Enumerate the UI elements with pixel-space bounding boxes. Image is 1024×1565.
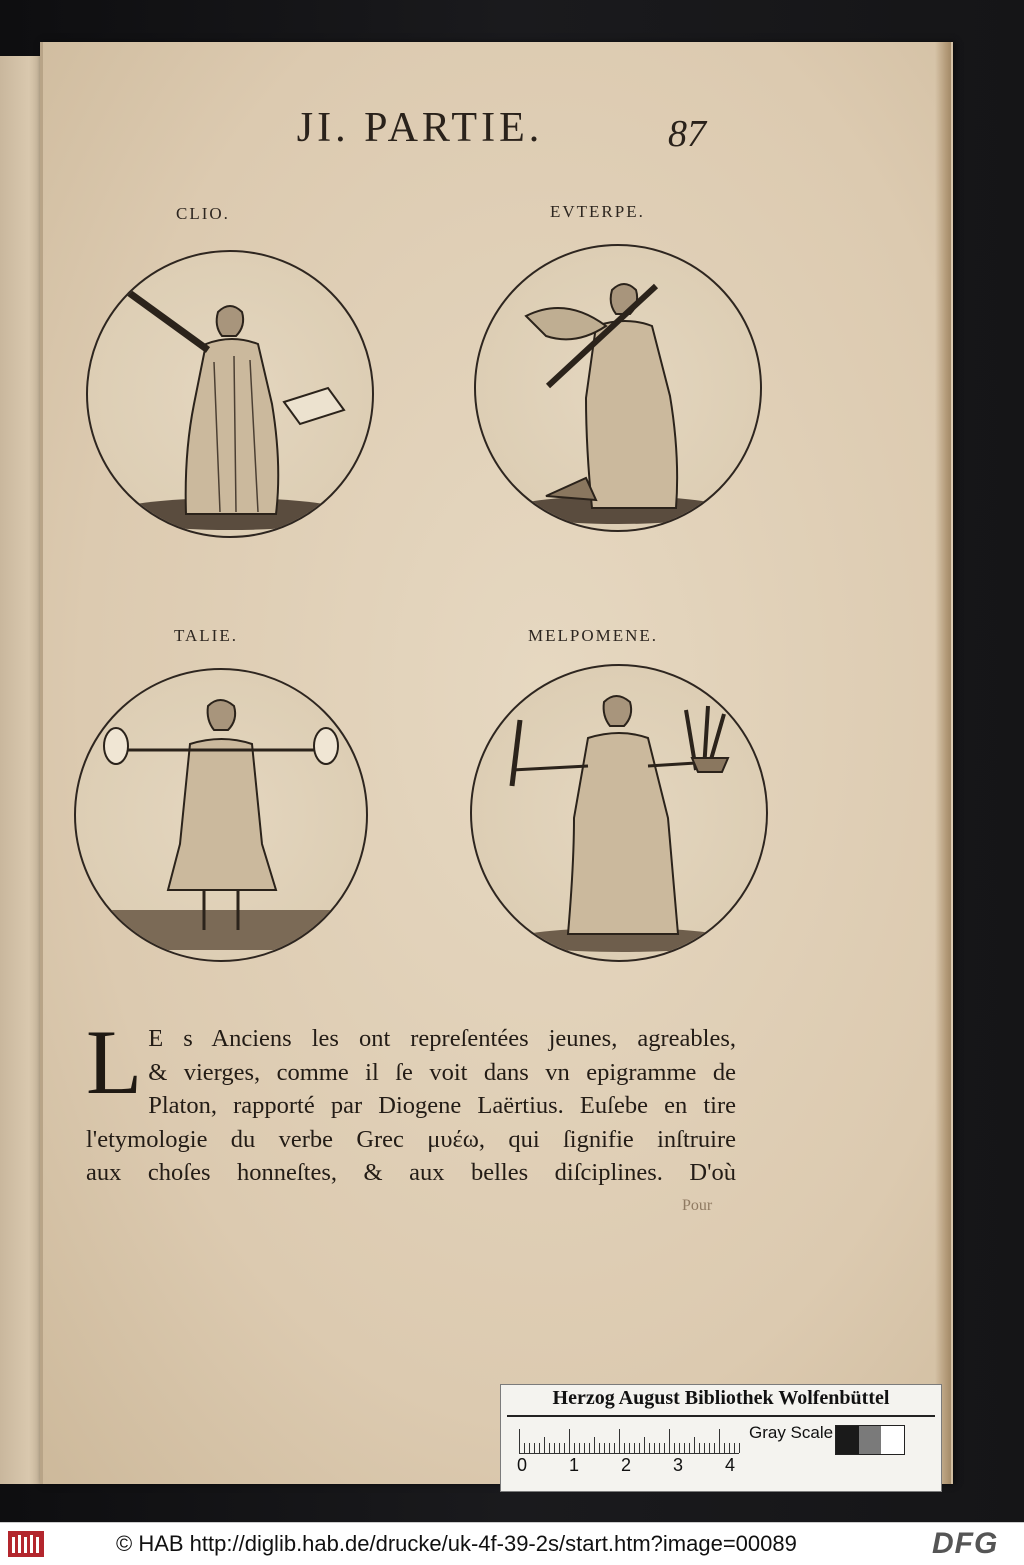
ruler-tick (684, 1443, 685, 1453)
melpomene-figure (472, 666, 766, 960)
clio-figure (88, 252, 372, 536)
page-fore-edge (935, 42, 951, 1484)
ruler-tick (724, 1443, 725, 1453)
ruler-tick (639, 1443, 640, 1453)
ruler-tick (699, 1443, 700, 1453)
ruler-tick (559, 1443, 560, 1453)
body-line-3: Platon, rapporté par Diogene Laërtius. Euſebe en tire (148, 1092, 736, 1119)
ruler-tick (564, 1443, 565, 1453)
gray-patch (859, 1426, 882, 1454)
ruler-tick (644, 1437, 645, 1453)
ruler-tick (674, 1443, 675, 1453)
ruler-tick (719, 1429, 720, 1453)
ruler-tick (579, 1443, 580, 1453)
catch-word: Pour (682, 1197, 713, 1214)
euterpe-figure (476, 246, 760, 530)
ruler-tick (529, 1443, 530, 1453)
body-paragraph (86, 1011, 736, 1190)
ruler-tick (594, 1437, 595, 1453)
ruler-tick (589, 1443, 590, 1453)
ruler-tick (734, 1443, 735, 1453)
ruler-tick (739, 1443, 740, 1453)
ruler-tick (704, 1443, 705, 1453)
gray-scale-patches (835, 1425, 905, 1455)
gray-patch (836, 1426, 859, 1454)
ruler-tick (634, 1443, 635, 1453)
ruler-tick (659, 1443, 660, 1453)
dfg-logo: DFG (932, 1527, 999, 1560)
ruler-tick (629, 1443, 630, 1453)
ruler-number: 3 (673, 1455, 684, 1475)
ruler-tick (669, 1429, 670, 1453)
gray-scale-label: Gray Scale (749, 1423, 834, 1442)
ruler-tick (549, 1443, 550, 1453)
ruler-tick (574, 1443, 575, 1453)
ruler-number: 4 (725, 1455, 736, 1475)
ruler-tick (654, 1443, 655, 1453)
muse-label-euterpe: EVTERPE. (550, 202, 645, 221)
medallion-euterpe (474, 244, 762, 532)
ruler-tick (689, 1443, 690, 1453)
ruler-tick (614, 1443, 615, 1453)
body-line-4: l'etymologie du verbe Grec μυέω, qui ſignifie inſtruire (86, 1125, 736, 1153)
ruler-tick (584, 1443, 585, 1453)
ruler-tick (599, 1443, 600, 1453)
ruler-number: 0 (517, 1455, 528, 1475)
ruler-tick (624, 1443, 625, 1453)
drop-cap: L (86, 1011, 143, 1113)
body-line-2: & vierges, comme il ſe voit dans vn epigramme de (148, 1058, 736, 1086)
ruler-tick (709, 1443, 710, 1453)
ruler-tick (534, 1443, 535, 1453)
muse-label-clio: CLIO. (176, 204, 230, 223)
ruler-number: 1 (569, 1455, 580, 1475)
ruler-tick (714, 1443, 715, 1453)
medallion-clio (86, 250, 374, 538)
ruler-tick (679, 1443, 680, 1453)
ruler-tick (609, 1443, 610, 1453)
target-title: Herzog August Bibliothek Wolfenbüttel (552, 1387, 890, 1409)
color-scale-target (500, 1384, 942, 1492)
ruler-tick (539, 1443, 540, 1453)
ruler-tick (544, 1437, 545, 1453)
page-number: 87 (668, 113, 706, 155)
ruler-tick (519, 1429, 520, 1453)
ruler-tick (524, 1443, 525, 1453)
medallion-melpomene (470, 664, 768, 962)
muse-label-talie: TALIE. (174, 626, 238, 645)
ruler-tick (569, 1429, 570, 1453)
muse-label-melpomene: MELPOMENE. (528, 626, 659, 645)
ruler-tick (604, 1443, 605, 1453)
gray-patch (881, 1426, 904, 1454)
target-divider (507, 1415, 935, 1417)
ruler-tick (729, 1443, 730, 1453)
running-header: JI. PARTIE. (296, 105, 544, 151)
medallion-talie (74, 668, 368, 962)
ruler-tick (664, 1443, 665, 1453)
ruler-tick (554, 1443, 555, 1453)
ruler-tick (694, 1437, 695, 1453)
ruler (519, 1427, 739, 1454)
talie-figure (76, 670, 366, 960)
body-line-5: aux choſes honneſtes, & aux belles diſciplines. D'où (86, 1159, 736, 1186)
body-line-1: E s Anciens les ont repreſentées jeunes, agreables, (148, 1025, 736, 1052)
footer-bar (0, 1522, 1024, 1565)
ruler-tick (619, 1429, 620, 1453)
hab-logo-icon (8, 1531, 44, 1557)
copyright-url[interactable]: © HAB http://diglib.hab.de/drucke/uk-4f-39-2s/start.htm?image=00089 (116, 1531, 797, 1556)
ruler-number: 2 (621, 1455, 632, 1475)
ruler-tick (649, 1443, 650, 1453)
